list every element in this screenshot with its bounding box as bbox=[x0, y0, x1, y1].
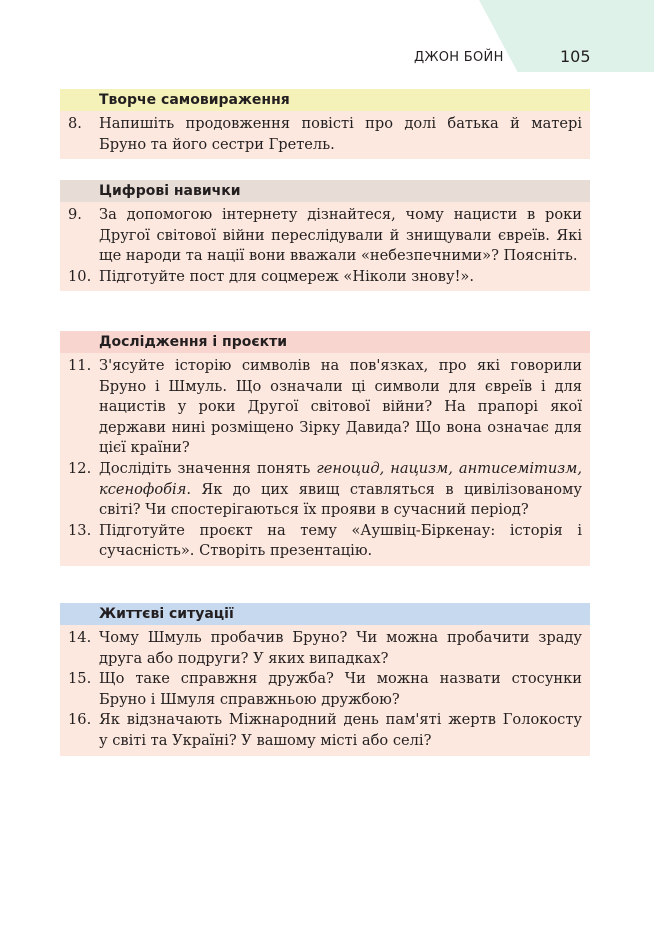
section-body bbox=[60, 625, 590, 756]
task-text: Підготуйте пост для соцмереж «Ніколи знову!». bbox=[99, 267, 474, 285]
task-item bbox=[68, 205, 582, 267]
task-text: Чому Шмуль пробачив Бруно? Чи можна пробачити зраду друга або подруги? У яких випадках? bbox=[99, 629, 582, 667]
task-number: 10. bbox=[68, 267, 92, 285]
section-body bbox=[60, 111, 590, 159]
section-digital-skills bbox=[60, 180, 590, 291]
running-head: ДЖОН БОЙН bbox=[414, 50, 504, 65]
task-number: 12. bbox=[68, 459, 92, 477]
task-item bbox=[68, 521, 582, 562]
task-item bbox=[68, 459, 582, 521]
task-text: Як відзначають Міжнародний день пам'яті жертв Голокосту у світі та Україні? У вашому місті або селі? bbox=[99, 711, 582, 749]
task-number: 11. bbox=[68, 357, 92, 374]
section-creative-expression bbox=[60, 89, 590, 159]
task-text: Напишіть продовження повісті про долі батька й матері Бруно та його сестри Гретель. bbox=[99, 115, 582, 153]
section-title: Дослідження і проєкти bbox=[60, 331, 590, 353]
task-number: 9. bbox=[68, 206, 82, 223]
section-title: Творче самовираження bbox=[60, 89, 590, 111]
task-item bbox=[68, 669, 582, 710]
task-text: Підготуйте проєкт на тему «Аушвіц-Біркенау: історія і сучасність». Створіть презентацію. bbox=[99, 521, 582, 560]
italic-terms: геноцид, нацизм, антисемітизм, ксенофобія bbox=[99, 459, 582, 498]
task-text: Що таке справжня дружба? Чи можна назвати стосунки Бруно і Шмуля справжньою дружбою? bbox=[99, 670, 582, 708]
section-body bbox=[60, 202, 590, 291]
task-number: 8. bbox=[68, 115, 82, 132]
task-item bbox=[68, 628, 582, 669]
task-number: 13. bbox=[68, 521, 92, 539]
section-life-situations bbox=[60, 603, 590, 756]
task-text: За допомогою інтернету дізнайтеся, чому нацисти в роки Другої світової війни переслідували й знищували євреїв. Які ще народи та нації вони вважали «небезпечними»? Поясніть. bbox=[99, 206, 582, 265]
task-item bbox=[68, 114, 582, 155]
section-research-projects bbox=[60, 331, 590, 566]
task-item bbox=[68, 710, 582, 751]
section-title: Цифрові навички bbox=[60, 180, 590, 202]
task-item bbox=[68, 356, 582, 459]
task-number: 14. bbox=[68, 629, 92, 646]
page-number: 105 bbox=[560, 47, 591, 66]
section-body bbox=[60, 353, 590, 566]
section-title: Життєві ситуації bbox=[60, 603, 590, 625]
task-text: З'ясуйте історію символів на пов'язках, про які говорили Бруно і Шмуль. Що означали ці символи для євреїв і для нацистів у роки Другої світової війни? На прапорі якої держави нині розміщено Зірку Давида? Що вона означає для цієї країни? bbox=[99, 357, 582, 457]
task-number: 15. bbox=[68, 670, 92, 688]
task-number: 16. bbox=[68, 711, 92, 729]
task-text: Дослідіть значення понять геноцид, нацизм, антисемітизм, ксенофобія. Як до цих явищ ставляться в цивілізованому світі? Чи спостерігаються їх прояви в сучасний період? bbox=[99, 459, 582, 519]
task-item bbox=[68, 267, 582, 288]
